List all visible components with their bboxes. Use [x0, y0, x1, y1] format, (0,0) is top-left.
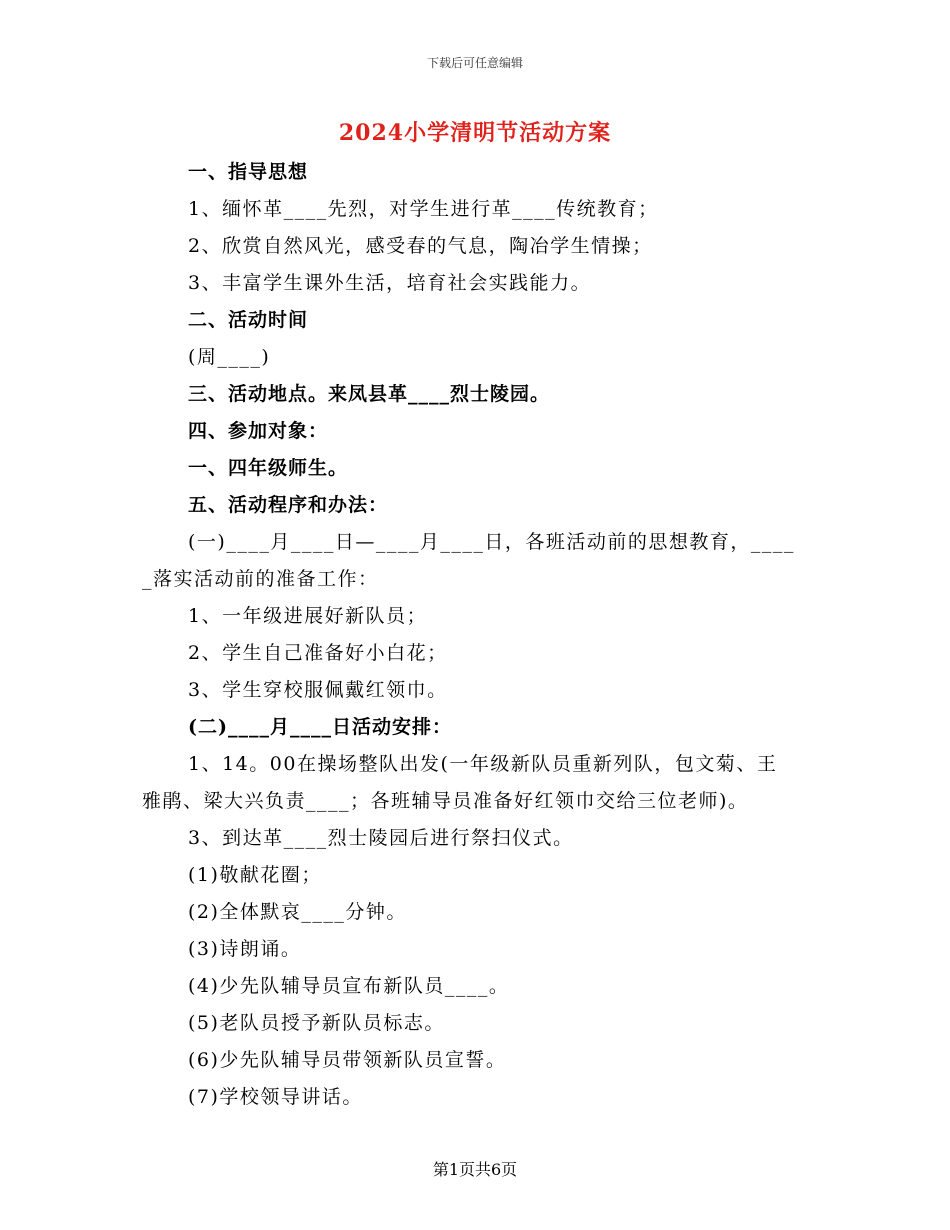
section-heading: (二)____月____日活动安排： [188, 716, 452, 738]
section-heading: 二、活动时间 [188, 309, 309, 331]
list-item: (7)学校领导讲话。 [188, 1086, 363, 1108]
list-item: (3)诗朗诵。 [188, 938, 302, 960]
document-title: 2024小学清明节活动方案 [338, 120, 612, 146]
body-line: 1、缅怀革____先烈，对学生进行革____传统教育； [188, 198, 659, 220]
section-heading: 五、活动程序和办法： [188, 494, 389, 516]
body-line: 3、到达革____烈士陵园后进行祭扫仪式。 [188, 827, 574, 849]
list-item: (2)全体默哀____分钟。 [188, 901, 407, 923]
list-item: (4)少先队辅导员宣布新队员____。 [188, 975, 510, 997]
body-line-continuation: 雅鹃、梁大兴负责____；各班辅导员准备好红领巾交给三位老师)。 [142, 790, 749, 812]
list-item: (6)少先队辅导员带领新队员宣誓。 [188, 1049, 507, 1071]
body-line: (周____) [188, 346, 271, 368]
body-line: 2、欣赏自然风光，感受春的气息，陶冶学生情操； [188, 235, 653, 257]
body-line: 3、丰富学生课外生活，培育社会实践能力。 [188, 272, 592, 294]
body-line: 1、14。00在操场整队出发(一年级新队员重新列队，包文菊、王 [188, 753, 778, 775]
body-line: (一)____月____日—____月____日，各班活动前的思想教育，____ [188, 531, 795, 553]
section-heading: 四、参加对象： [188, 420, 329, 442]
page-header-note: 下载后可任意编辑 [426, 56, 523, 70]
body-line: 1、一年级进展好新队员； [188, 605, 428, 627]
list-item: (5)老队员授予新队员标志。 [188, 1012, 445, 1034]
section-heading: 一、四年级师生。 [188, 457, 349, 479]
section-heading: 三、活动地点。来凤县革____烈士陵园。 [188, 383, 551, 405]
body-line: 2、学生自己准备好小白花； [188, 642, 448, 664]
page-footer-number: 第1页共6页 [432, 1160, 518, 1179]
body-line: 3、学生穿校服佩戴红领巾。 [188, 679, 448, 701]
list-item: (1)敬献花圈； [188, 864, 322, 886]
section-heading: 一、指导思想 [188, 161, 309, 183]
body-line-continuation: _落实活动前的准备工作： [142, 568, 379, 590]
